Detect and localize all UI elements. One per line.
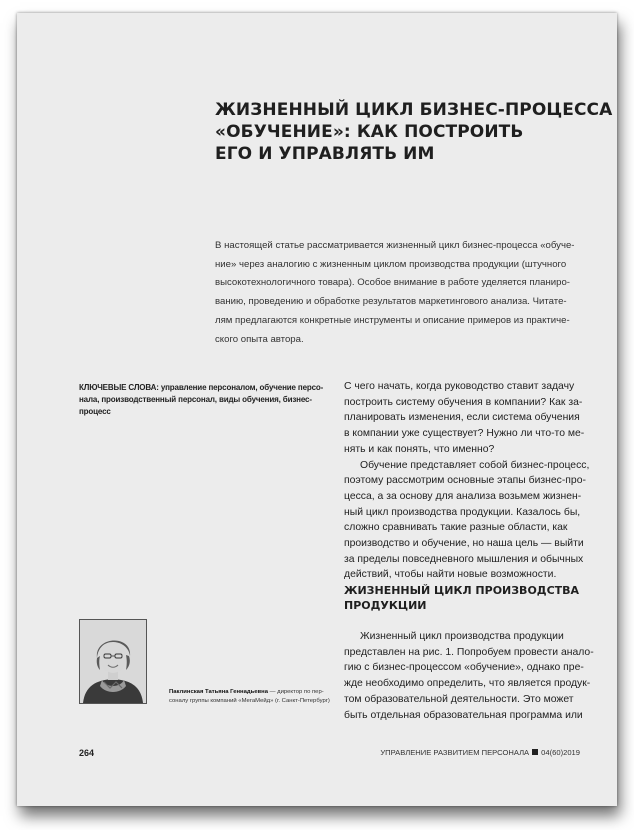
author-photo — [79, 619, 147, 704]
body-line: цесса, а за основу для анализа возьмем жизнен- — [344, 490, 582, 502]
keywords-line: нала, производственный персонал, виды обучения, бизнес- — [79, 395, 312, 404]
body-line: действий, чтобы найти новые возможности. — [344, 569, 557, 581]
keywords-line: процесс — [79, 407, 111, 416]
body-line: представлен на рис. 1. Попробуем провести анало- — [344, 646, 594, 658]
heading-line: ЖИЗНЕННЫЙ ЦИКЛ ПРОИЗВОДСТВА — [344, 584, 580, 597]
body-line: производство и обучение, но наша цель — выйти — [344, 538, 584, 550]
article-abstract — [215, 237, 587, 349]
journal-name: УПРАВЛЕНИЕ РАЗВИТИЕМ ПЕРСОНАЛА — [380, 748, 530, 757]
author-name: Паклинская Татьяна Геннадьевна — [169, 689, 268, 695]
body-line: ный цикл производства продукции. Казалось бы, — [344, 506, 581, 518]
keywords-line: КЛЮЧЕВЫЕ СЛОВА: управление персоналом, обучение персо- — [79, 383, 324, 392]
body-line: Обучение представляет собой бизнес-процесс, — [360, 459, 590, 471]
body-line: том образовательной деятельности. Это может — [344, 693, 574, 705]
abstract-line: В настоящей статье рассматривается жизненный цикл бизнес-процесса «обуче- — [215, 240, 575, 251]
body-line: планировать изменения, если система обучения — [344, 412, 580, 424]
abstract-line: ского опыта автора. — [215, 333, 304, 345]
body-column-section — [344, 629, 594, 723]
body-line: гию с бизнес-процессом «обучение», однако пре- — [344, 662, 584, 674]
journal-footer — [380, 748, 580, 757]
square-bullet-icon — [532, 749, 538, 755]
body-line: жде необходимо определить, что является продук- — [344, 678, 591, 690]
body-line: нять и как понять, что именно? — [344, 443, 495, 455]
body-line: в компании уже существует? Нужно ли что-то ме- — [344, 428, 585, 440]
body-line: сложно сравнивать такие разные области, как — [344, 522, 568, 534]
abstract-line: ние» через аналогию с жизненным циклом производства продукции (штучного — [215, 258, 567, 270]
body-line: Жизненный цикл производства продукции — [360, 631, 564, 642]
abstract-line: высокотехнологичного товара). Особое внимание в работе уделяется планиро- — [215, 277, 570, 289]
title-line: ЖИЗНЕННЫЙ ЦИКЛ БИЗНЕС-ПРОЦЕССА — [215, 100, 613, 120]
abstract-line: лям предлагаются конкретные инструменты и описание примеров из практиче- — [215, 314, 570, 326]
title-line: ЕГО И УПРАВЛЯТЬ ИМ — [215, 144, 435, 164]
author-portrait-illustration — [80, 620, 146, 703]
body-line: быть отдельная образовательная программа или — [344, 709, 583, 721]
article-title — [215, 99, 613, 165]
body-line: за пределы повседневного мышления и обычных — [344, 553, 584, 565]
body-line: С чего начать, когда руководство ставит задачу — [344, 381, 575, 392]
keywords-block — [79, 382, 331, 418]
author-company: соналу группы компаний «МегаМейд» (г. Санкт-Петербург) — [169, 697, 330, 704]
body-line: поэтому рассмотрим основные этапы бизнес-про- — [344, 475, 586, 487]
journal-page — [17, 13, 617, 806]
abstract-line: ванию, проведению и обработке результатов маркетингового анализа. Читате- — [215, 296, 567, 308]
author-caption — [169, 688, 329, 705]
page-number: 264 — [79, 748, 95, 758]
journal-issue: 04(60)2019 — [541, 748, 580, 757]
body-column-intro — [344, 379, 594, 583]
title-line: «ОБУЧЕНИЕ»: КАК ПОСТРОИТЬ — [215, 122, 524, 142]
heading-line: ПРОДУКЦИИ — [344, 599, 427, 612]
body-line: построить систему обучения в компании? Как за- — [344, 396, 583, 408]
section-heading — [344, 583, 594, 613]
author-role: — директор по пер- — [267, 689, 324, 695]
